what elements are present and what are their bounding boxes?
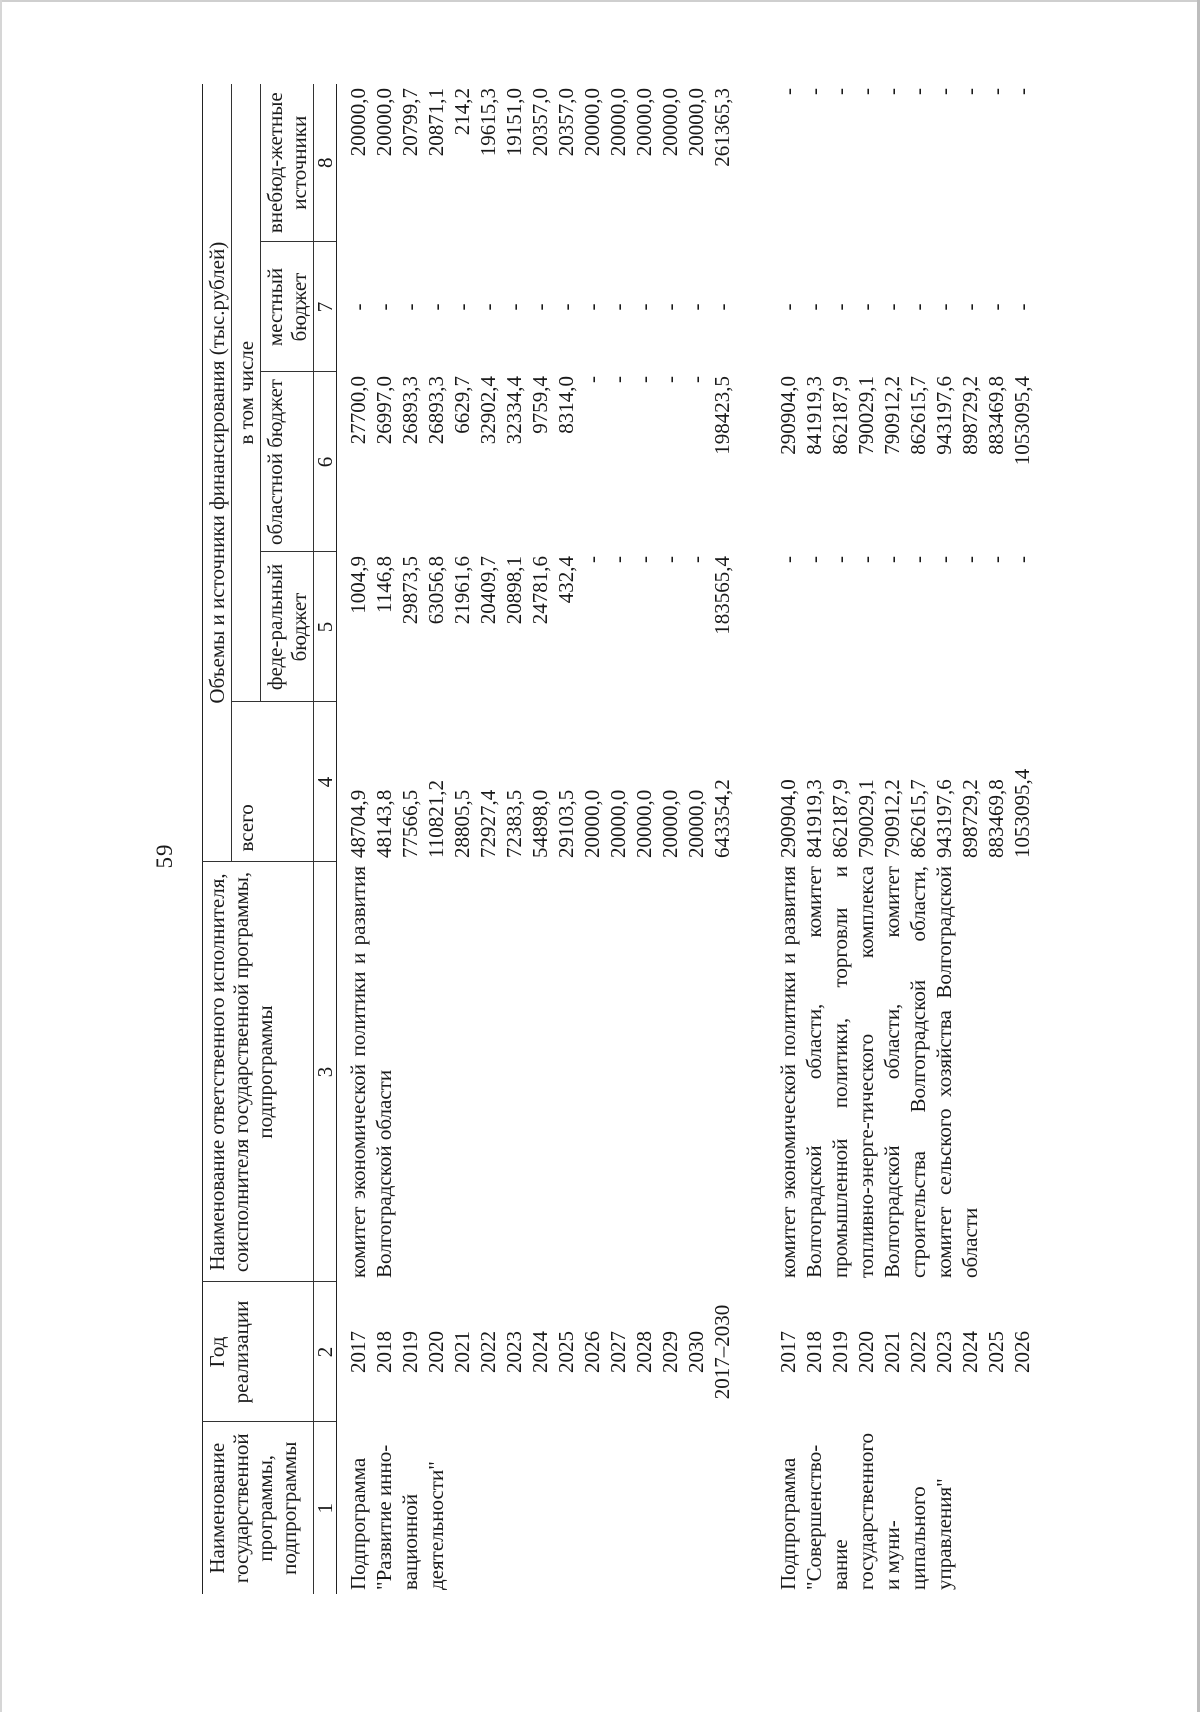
year-cell: 2023	[932, 1331, 956, 1373]
header-local: местный бюджет	[261, 242, 314, 372]
local-cell: -	[906, 303, 930, 311]
executor-cell: комитет экономической политики и развития Волгоградской области	[346, 866, 396, 1278]
regional-cell: 898729,2	[958, 376, 982, 455]
federal-cell: -	[880, 556, 904, 563]
federal-cell: 183565,4	[710, 556, 734, 635]
total-cell: 943197,6	[932, 779, 956, 858]
header-year: Год реализации	[203, 1282, 314, 1422]
year-cell: 2021	[450, 1331, 474, 1373]
regional-cell-column	[337, 372, 736, 552]
rotated-page-content	[150, 0, 1200, 1712]
regional-cell: 32902,4	[476, 376, 500, 445]
extra-cell: 20000,0	[580, 87, 604, 157]
year-cell: 2019	[828, 1331, 852, 1373]
regional-cell: 198423,5	[710, 376, 734, 455]
federal-cell: -	[776, 556, 800, 563]
year-cell: 2023	[502, 1331, 526, 1373]
regional-cell: 8314,0	[554, 376, 578, 434]
extra-cell: -	[906, 87, 930, 95]
subprogram-name: Подпрограмма "Совершенство-вание государственного и муни-ципального управления"	[776, 1432, 956, 1590]
federal-cell: -	[580, 556, 604, 563]
local-cell: -	[958, 303, 982, 311]
local-cell: -	[984, 303, 1008, 311]
federal-cell: -	[958, 556, 982, 563]
federal-cell: 24781,6	[528, 556, 552, 625]
section-gap	[735, 84, 767, 1594]
local-cell: -	[684, 303, 708, 311]
total-cell: 862615,7	[906, 779, 930, 858]
year-cell: 2018	[802, 1331, 826, 1373]
regional-cell: -	[658, 376, 682, 383]
column-index: 6	[314, 372, 337, 552]
table-body	[337, 84, 1036, 1594]
page-number: 59	[152, 843, 177, 869]
local-cell: -	[658, 303, 682, 311]
total-cell: 48704,9	[346, 789, 370, 858]
total-cell: 28805,5	[450, 789, 474, 858]
regional-cell: -	[632, 376, 656, 383]
federal-cell: -	[684, 556, 708, 563]
total-cell: 20000,0	[580, 789, 604, 858]
total-cell: 110821,2	[424, 780, 448, 858]
total-cell: 48143,8	[372, 789, 396, 858]
total-cell: 72927,4	[476, 789, 500, 858]
federal-cell: 21961,6	[450, 556, 474, 625]
federal-cell: -	[854, 556, 878, 563]
year-cell: 2019	[398, 1331, 422, 1373]
column-index: 1	[314, 1422, 337, 1594]
year-cell: 2029	[658, 1331, 682, 1373]
local-cell: -	[528, 303, 552, 311]
header-executor: Наименование ответственного исполнителя, соисполнителя государственной программы, подпрограммы	[203, 862, 314, 1282]
federal-cell: 1146,8	[372, 556, 396, 613]
year-cell: 2026	[1010, 1331, 1034, 1373]
subprogram-row	[767, 84, 1035, 1594]
column-index: 4	[314, 702, 337, 862]
year-cell: 2017	[776, 1331, 800, 1373]
local-cell: -	[1010, 303, 1034, 311]
local-cell-column	[337, 242, 736, 372]
federal-cell: -	[802, 556, 826, 563]
extra-cell: -	[854, 87, 878, 95]
regional-cell: 26893,3	[398, 376, 422, 445]
page-edge-left	[0, 0, 2, 1712]
financing-table	[202, 84, 1035, 1594]
total-cell: 790912,2	[880, 779, 904, 858]
local-cell: -	[450, 303, 474, 311]
total-cell-column	[767, 702, 1035, 862]
extra-cell: 19615,3	[476, 87, 500, 157]
extra-cell: 20000,0	[684, 87, 708, 157]
year-cell: 2024	[528, 1331, 552, 1373]
subprogram-row	[337, 84, 736, 1594]
local-cell: -	[776, 303, 800, 311]
local-cell-column	[767, 242, 1035, 372]
federal-cell: -	[632, 556, 656, 563]
extra-cell: 20000,0	[658, 87, 682, 157]
federal-cell-column	[337, 552, 736, 702]
regional-cell: -	[684, 376, 708, 383]
local-cell: -	[580, 303, 604, 311]
year-cell: 2030	[684, 1331, 708, 1373]
total-cell: 20000,0	[658, 789, 682, 858]
local-cell: -	[606, 303, 630, 311]
total-cell: 841919,3	[802, 779, 826, 858]
local-cell: -	[932, 303, 956, 311]
local-cell: -	[346, 303, 370, 311]
federal-cell: -	[906, 556, 930, 563]
regional-cell: 943197,6	[932, 376, 956, 455]
header-program-name: Наименование государственной программы, подпрограммы	[203, 1422, 314, 1594]
local-cell: -	[854, 303, 878, 311]
extra-cell: -	[984, 87, 1008, 95]
year-cell: 2018	[372, 1331, 396, 1373]
table-header	[203, 84, 337, 1594]
executor-cell: комитет экономической политики и развития Волгоградской области, комитет промышленной политики, торговли и топливно-энерге-тического комплекса Волгоградской области, комитет строительства Волгоградской области, комитет сельского хозяйства Волгоградской области	[776, 866, 982, 1278]
regional-cell: 790912,2	[880, 376, 904, 455]
column-index: 5	[314, 552, 337, 702]
extra-cell: 20799,7	[398, 87, 422, 157]
regional-cell: -	[580, 376, 604, 383]
total-cell: 898729,2	[958, 779, 982, 858]
total-cell: 20000,0	[632, 789, 656, 858]
year-cell: 2017	[346, 1331, 370, 1373]
extra-cell: -	[776, 87, 800, 95]
regional-cell-column	[767, 372, 1035, 552]
extra-cell: -	[932, 87, 956, 95]
extra-cell: 20000,0	[346, 87, 370, 157]
year-cell: 2025	[554, 1331, 578, 1373]
extra-cell: 20000,0	[606, 87, 630, 157]
federal-cell: 432,4	[554, 556, 578, 604]
total-cell: 643354,2	[710, 779, 734, 858]
total-cell: 72383,5	[502, 789, 526, 858]
year-cell: 2027	[606, 1331, 630, 1373]
extra-cell: 214,2	[450, 87, 474, 136]
local-cell: -	[398, 303, 422, 311]
federal-cell: -	[828, 556, 852, 563]
extra-cell-column	[767, 84, 1035, 242]
total-cell: 77566,5	[398, 789, 422, 858]
regional-cell: 290904,0	[776, 376, 800, 455]
local-cell: -	[424, 303, 448, 311]
total-cell: 29103,5	[554, 789, 578, 858]
extra-cell: -	[1010, 87, 1034, 95]
federal-cell: -	[932, 556, 956, 563]
federal-cell: -	[984, 556, 1008, 563]
federal-cell: -	[606, 556, 630, 563]
total-cell: 20000,0	[606, 789, 630, 858]
local-cell: -	[880, 303, 904, 311]
header-including: в том числе	[232, 84, 261, 702]
local-cell: -	[502, 303, 526, 311]
year-cell: 2020	[854, 1331, 878, 1373]
year-cell: 2017–2030	[710, 1304, 734, 1400]
regional-cell: 862187,9	[828, 376, 852, 455]
extra-cell: 20871,1	[424, 87, 448, 157]
regional-cell: 26893,3	[424, 376, 448, 445]
federal-cell: 1004,9	[346, 556, 370, 614]
extra-cell: -	[880, 87, 904, 95]
year-cell: 2021	[880, 1331, 904, 1373]
regional-cell: 862615,7	[906, 376, 930, 455]
regional-cell: 883469,8	[984, 376, 1008, 455]
subprogram-name: Подпрограмма "Развитие инно-вационной деятельности"	[346, 1444, 448, 1590]
local-cell: -	[828, 303, 852, 311]
regional-cell: 841919,3	[802, 376, 826, 455]
regional-cell: 26997,0	[372, 376, 396, 445]
federal-cell: 29873,5	[398, 556, 422, 625]
column-index: 3	[314, 862, 337, 1282]
total-cell: 1053095,4	[1010, 768, 1034, 858]
year-cell: 2025	[984, 1331, 1008, 1373]
extra-cell: 20357,0	[554, 87, 578, 157]
total-cell: 20000,0	[684, 789, 708, 858]
regional-cell: 27700,0	[346, 376, 370, 445]
year-cell: 2026	[580, 1331, 604, 1373]
local-cell: -	[372, 303, 396, 311]
header-extra: внебюд-жетные источники	[261, 84, 314, 242]
extra-cell: 20000,0	[372, 87, 396, 157]
year-cell: 2024	[958, 1331, 982, 1373]
header-financing-group: Объемы и источники финансирования (тыс.рублей)	[203, 84, 232, 862]
extra-cell: -	[828, 87, 852, 95]
year-cell-column	[337, 1282, 736, 1422]
total-cell: 290904,0	[776, 779, 800, 858]
federal-cell: -	[1010, 556, 1034, 563]
federal-cell: 20409,7	[476, 556, 500, 625]
column-index: 7	[314, 242, 337, 372]
column-index: 8	[314, 84, 337, 242]
regional-cell: 6629,7	[450, 376, 474, 434]
local-cell: -	[476, 303, 500, 311]
header-regional: областной бюджет	[261, 372, 314, 552]
total-cell: 883469,8	[984, 779, 1008, 858]
extra-cell-column	[337, 84, 736, 242]
extra-cell: 261365,3	[710, 87, 734, 167]
local-cell: -	[802, 303, 826, 311]
total-cell-column	[337, 702, 736, 862]
federal-cell-column	[767, 552, 1035, 702]
year-cell-column	[767, 1282, 1035, 1422]
extra-cell: 19151,0	[502, 87, 526, 157]
header-federal: феде-ральный бюджет	[261, 552, 314, 702]
federal-cell: 63056,8	[424, 556, 448, 625]
regional-cell: -	[606, 376, 630, 383]
total-cell: 862187,9	[828, 779, 852, 858]
regional-cell: 9759,4	[528, 376, 552, 434]
total-cell: 790029,1	[854, 779, 878, 858]
extra-cell: 20357,0	[528, 87, 552, 157]
federal-cell: -	[658, 556, 682, 563]
year-cell: 2028	[632, 1331, 656, 1373]
year-cell: 2022	[906, 1331, 930, 1373]
federal-cell: 20898,1	[502, 556, 526, 625]
header-total: всего	[232, 702, 314, 862]
year-cell: 2020	[424, 1331, 448, 1373]
regional-cell: 1053095,4	[1010, 376, 1034, 466]
extra-cell: 20000,0	[632, 87, 656, 157]
total-cell: 54898,0	[528, 789, 552, 858]
column-index: 2	[314, 1282, 337, 1422]
local-cell: -	[554, 303, 578, 311]
regional-cell: 32334,4	[502, 376, 526, 445]
extra-cell: -	[802, 87, 826, 95]
extra-cell: -	[958, 87, 982, 95]
local-cell: -	[632, 303, 656, 311]
regional-cell: 790029,1	[854, 376, 878, 455]
local-cell: -	[710, 303, 734, 311]
year-cell: 2022	[476, 1331, 500, 1373]
